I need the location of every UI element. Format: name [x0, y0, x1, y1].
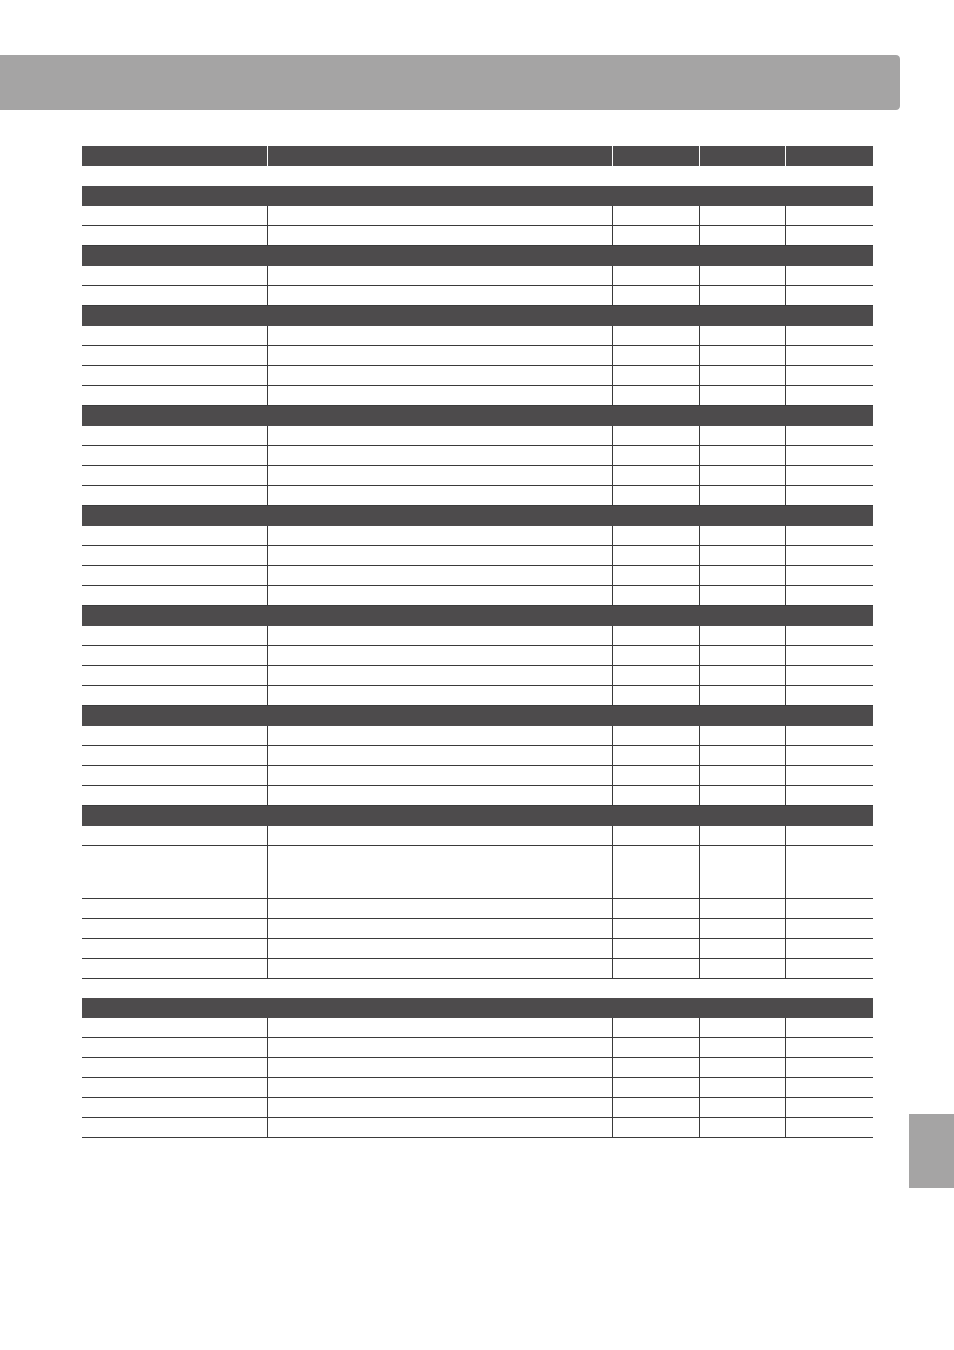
section-header [82, 998, 873, 1018]
table-cell [613, 526, 700, 545]
section-header [82, 806, 873, 826]
section-header [82, 506, 873, 526]
table-cell [700, 526, 786, 545]
table-row [82, 386, 873, 406]
table-cell [82, 746, 268, 765]
table-row [82, 486, 873, 506]
table-cell [786, 826, 873, 845]
table-row [82, 1058, 873, 1078]
table-row [82, 586, 873, 606]
table-cell [268, 366, 613, 385]
table-cell [268, 1078, 613, 1097]
table-cell [268, 326, 613, 345]
table-row [82, 686, 873, 706]
table-cell [700, 466, 786, 485]
table-cell [700, 346, 786, 365]
table-cell [613, 1118, 700, 1137]
table-cell [268, 486, 613, 505]
table-cell [700, 766, 786, 785]
table-cell [700, 686, 786, 705]
table-cell [613, 1078, 700, 1097]
table-cell [786, 446, 873, 465]
table-cell [613, 846, 700, 898]
table-cell [613, 899, 700, 918]
table-cell [786, 566, 873, 585]
table-cell [268, 1118, 613, 1137]
table-cell [613, 726, 700, 745]
table-cell [786, 786, 873, 805]
table-cell [786, 939, 873, 958]
table-row [82, 546, 873, 566]
table-cell [700, 286, 786, 305]
table-cell [700, 206, 786, 225]
table-row [82, 526, 873, 546]
table-cell [613, 766, 700, 785]
table-cell [82, 1038, 268, 1057]
table-cell [613, 826, 700, 845]
table-cell [82, 646, 268, 665]
table-cell [700, 1038, 786, 1057]
table-cell [268, 899, 613, 918]
table-cell [82, 959, 268, 978]
table-cell [268, 919, 613, 938]
table-cell [786, 586, 873, 605]
column-header-1 [82, 146, 268, 166]
table-row [82, 266, 873, 286]
table-cell [268, 1098, 613, 1117]
table-cell [786, 1058, 873, 1077]
table-cell [786, 366, 873, 385]
table-cell [82, 266, 268, 285]
table-cell [82, 286, 268, 305]
table-cell [82, 846, 268, 898]
table-cell [700, 446, 786, 465]
table-cell [786, 686, 873, 705]
table-cell [786, 959, 873, 978]
table-cell [613, 626, 700, 645]
table-row [82, 919, 873, 939]
table-cell [786, 1118, 873, 1137]
table-cell [700, 386, 786, 405]
table-row [82, 846, 873, 899]
table-cell [82, 466, 268, 485]
section-header [82, 606, 873, 626]
table-cell [613, 486, 700, 505]
table-cell [268, 766, 613, 785]
table-cell [268, 939, 613, 958]
table-cell [786, 386, 873, 405]
section-header [82, 706, 873, 726]
table-cell [786, 326, 873, 345]
table-cell [268, 1038, 613, 1057]
table-cell [786, 726, 873, 745]
table-row [82, 566, 873, 586]
table-cell [786, 286, 873, 305]
table-row [82, 666, 873, 686]
table-cell [786, 646, 873, 665]
table-cell [786, 426, 873, 445]
table-cell [82, 686, 268, 705]
table-row [82, 426, 873, 446]
table-cell [700, 1118, 786, 1137]
chapter-side-tab [909, 1114, 954, 1188]
table-cell [268, 1018, 613, 1037]
table-cell [268, 446, 613, 465]
table-cell [613, 919, 700, 938]
table-row [82, 446, 873, 466]
table-cell [268, 466, 613, 485]
table-cell [786, 746, 873, 765]
table-cell [786, 526, 873, 545]
table-row [82, 366, 873, 386]
table-cell [613, 586, 700, 605]
table-cell [268, 826, 613, 845]
table-cell [700, 726, 786, 745]
table-row [82, 1118, 873, 1138]
table-cell [268, 426, 613, 445]
table-cell [82, 939, 268, 958]
table-cell [613, 746, 700, 765]
table-cell [700, 566, 786, 585]
chapter-header-band [0, 55, 900, 110]
table-cell [700, 226, 786, 245]
table-cell [613, 546, 700, 565]
table-cell [700, 959, 786, 978]
table-cell [82, 919, 268, 938]
table-cell [786, 206, 873, 225]
table-cell [700, 486, 786, 505]
table-row [82, 1078, 873, 1098]
table-cell [82, 426, 268, 445]
table-cell [700, 666, 786, 685]
table-cell [786, 466, 873, 485]
table-cell [700, 1058, 786, 1077]
table-cell [268, 526, 613, 545]
table-cell [700, 626, 786, 645]
table-cell [786, 666, 873, 685]
table-row [82, 1018, 873, 1038]
table-column-header [82, 146, 873, 166]
table-cell [82, 546, 268, 565]
table-row [82, 626, 873, 646]
table-cell [613, 326, 700, 345]
table-cell [786, 899, 873, 918]
table-cell [268, 686, 613, 705]
table-cell [786, 1078, 873, 1097]
table-cell [268, 626, 613, 645]
table-cell [268, 746, 613, 765]
table-cell [82, 486, 268, 505]
table-cell [268, 726, 613, 745]
table-row [82, 326, 873, 346]
table-row [82, 1098, 873, 1118]
table-cell [786, 486, 873, 505]
table-row [82, 826, 873, 846]
table-cell [268, 546, 613, 565]
table-cell [268, 226, 613, 245]
table-cell [700, 586, 786, 605]
table-cell [613, 786, 700, 805]
table-cell [786, 919, 873, 938]
table-row [82, 746, 873, 766]
table-cell [82, 326, 268, 345]
table-cell [82, 566, 268, 585]
table-cell [82, 766, 268, 785]
section-gap [82, 979, 873, 998]
table-cell [82, 386, 268, 405]
table-cell [700, 899, 786, 918]
table-cell [786, 266, 873, 285]
column-header-2 [268, 146, 613, 166]
table-cell [700, 646, 786, 665]
table-cell [613, 566, 700, 585]
section-header [82, 246, 873, 266]
table-row [82, 226, 873, 246]
table-cell [786, 1018, 873, 1037]
table-cell [613, 446, 700, 465]
table-cell [613, 666, 700, 685]
table-cell [82, 626, 268, 645]
table-cell [82, 1118, 268, 1137]
table-cell [613, 466, 700, 485]
table-cell [82, 446, 268, 465]
table-cell [82, 226, 268, 245]
table-cell [268, 266, 613, 285]
table-cell [613, 286, 700, 305]
table-cell [82, 206, 268, 225]
table-cell [268, 786, 613, 805]
table-cell [613, 939, 700, 958]
table-row [82, 939, 873, 959]
table-row [82, 1038, 873, 1058]
table-cell [786, 1038, 873, 1057]
table-cell [700, 546, 786, 565]
table-cell [613, 1018, 700, 1037]
table-row [82, 466, 873, 486]
table-row [82, 786, 873, 806]
table-cell [82, 826, 268, 845]
table-cell [700, 919, 786, 938]
table-cell [613, 1098, 700, 1117]
table-cell [786, 226, 873, 245]
table-cell [700, 846, 786, 898]
parameter-table [82, 146, 873, 1138]
table-cell [268, 206, 613, 225]
column-header-3 [613, 146, 700, 166]
table-cell [700, 939, 786, 958]
table-cell [700, 326, 786, 345]
table-cell [268, 386, 613, 405]
table-cell [786, 1098, 873, 1117]
table-cell [786, 346, 873, 365]
table-cell [82, 899, 268, 918]
table-cell [268, 646, 613, 665]
table-row [82, 646, 873, 666]
table-cell [700, 266, 786, 285]
table-cell [613, 959, 700, 978]
table-cell [700, 746, 786, 765]
table-cell [613, 206, 700, 225]
table-cell [700, 786, 786, 805]
table-row [82, 959, 873, 979]
table-cell [268, 286, 613, 305]
table-cell [268, 959, 613, 978]
table-cell [268, 666, 613, 685]
table-cell [786, 846, 873, 898]
table-cell [268, 346, 613, 365]
table-cell [613, 226, 700, 245]
table-cell [613, 686, 700, 705]
table-cell [613, 366, 700, 385]
table-cell [82, 346, 268, 365]
table-cell [700, 1078, 786, 1097]
table-cell [700, 1018, 786, 1037]
section-header [82, 306, 873, 326]
table-row [82, 766, 873, 786]
table-cell [82, 726, 268, 745]
table-cell [613, 1038, 700, 1057]
table-cell [268, 586, 613, 605]
table-cell [82, 666, 268, 685]
table-row [82, 346, 873, 366]
table-cell [82, 1078, 268, 1097]
table-row [82, 286, 873, 306]
table-cell [82, 586, 268, 605]
table-cell [613, 386, 700, 405]
table-cell [268, 846, 613, 898]
table-cell [786, 766, 873, 785]
table-cell [82, 366, 268, 385]
table-cell [786, 546, 873, 565]
table-cell [613, 346, 700, 365]
table-cell [82, 1018, 268, 1037]
table-row [82, 899, 873, 919]
table-cell [82, 1098, 268, 1117]
section-header [82, 186, 873, 206]
table-cell [613, 426, 700, 445]
table-cell [268, 1058, 613, 1077]
column-header-4 [700, 146, 786, 166]
table-cell [613, 1058, 700, 1077]
table-cell [700, 1098, 786, 1117]
table-cell [700, 826, 786, 845]
table-cell [82, 1058, 268, 1077]
table-cell [613, 266, 700, 285]
table-cell [268, 566, 613, 585]
table-cell [700, 426, 786, 445]
table-cell [786, 626, 873, 645]
table-cell [700, 366, 786, 385]
section-header [82, 406, 873, 426]
table-cell [613, 646, 700, 665]
table-row [82, 726, 873, 746]
table-cell [82, 526, 268, 545]
table-row [82, 206, 873, 226]
column-header-5 [786, 146, 873, 166]
table-cell [82, 786, 268, 805]
